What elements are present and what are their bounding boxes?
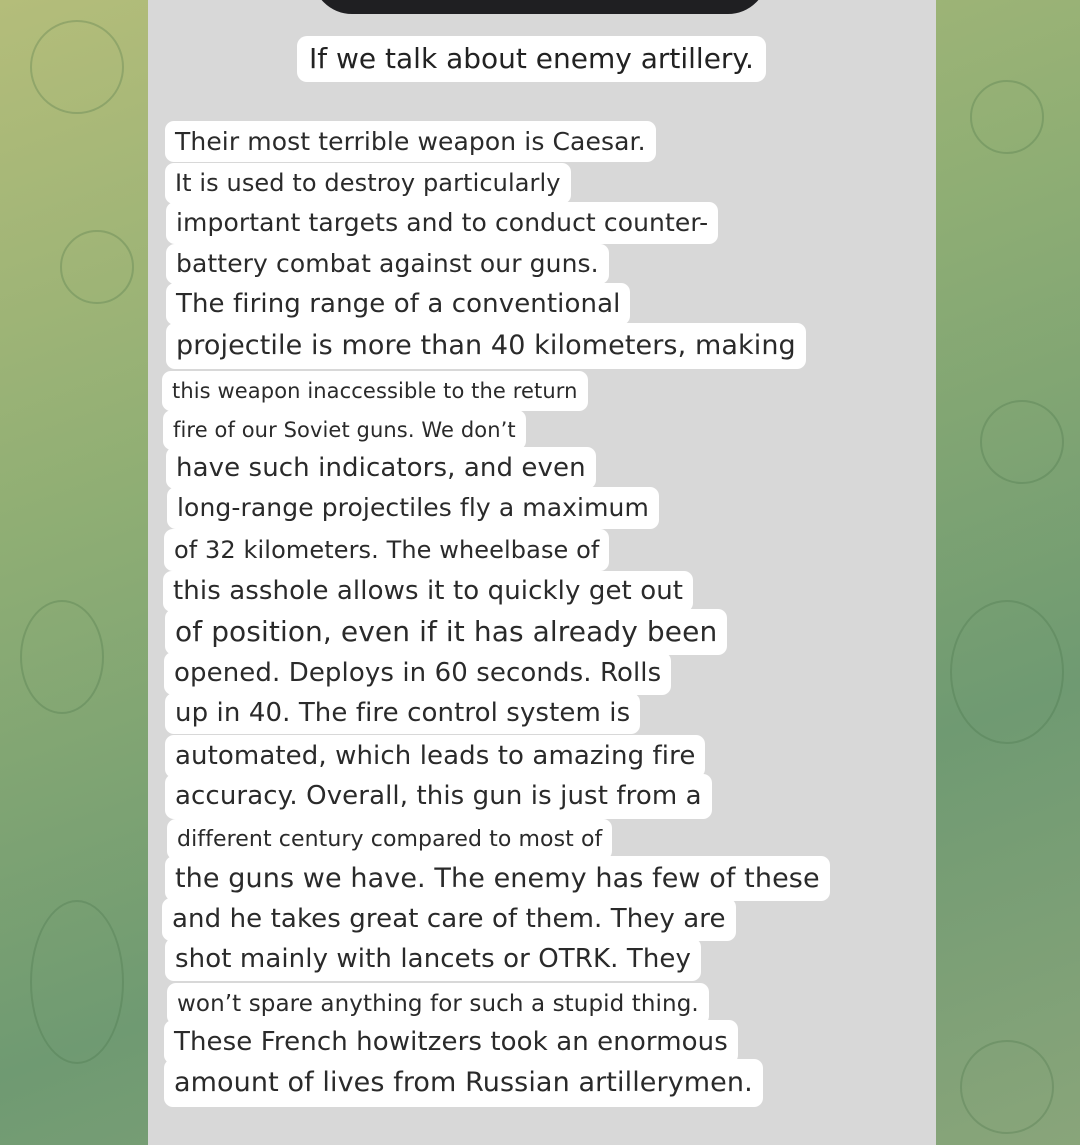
wallpaper-doodle [970,80,1044,154]
text-line: important targets and to conduct counter- [166,202,718,244]
wallpaper-doodle [30,900,124,1064]
text-line: automated, which leads to amazing fire [165,735,705,778]
text-line: won’t spare anything for such a stupid thing. [167,983,709,1025]
text-line: amount of lives from Russian artillerymen. [164,1059,763,1107]
wallpaper-doodle [20,600,104,714]
text-line: and he takes great care of them. They are [162,898,736,941]
text-line: long-range projectiles fly a maximum [167,487,659,529]
text-line: projectile is more than 40 kilometers, making [166,323,806,369]
text-line: These French howitzers took an enormous [164,1020,738,1064]
text-line: accuracy. Overall, this gun is just from a [165,774,712,819]
text-line: shot mainly with lancets or OTRK. They [165,938,701,981]
text-line: of position, even if it has already been [165,609,727,655]
text-line: The firing range of a conventional [166,283,630,325]
text-line: of 32 kilometers. The wheelbase of [164,529,609,571]
text-line: fire of our Soviet guns. We don’t [163,410,526,450]
media-preview-bottom-edge[interactable] [312,0,768,14]
text-line: up in 40. The fire control system is [165,693,640,734]
text-line: the guns we have. The enemy has few of these [165,856,830,901]
message-caption: If we talk about enemy artillery. [297,36,766,82]
wallpaper-doodle [980,400,1064,484]
text-line: opened. Deploys in 60 seconds. Rolls [164,652,671,695]
wallpaper-doodle [960,1040,1054,1134]
text-line: this weapon inaccessible to the return [162,371,588,411]
text-line: have such indicators, and even [166,447,596,489]
wallpaper-doodle [950,600,1064,744]
wallpaper-doodle [30,20,124,114]
text-line: Their most terrible weapon is Caesar. [165,121,656,162]
text-line: this asshole allows it to quickly get out [163,571,693,612]
wallpaper-doodle [60,230,134,304]
text-line: battery combat against our guns. [166,244,609,284]
text-line: It is used to destroy particularly [165,163,571,204]
text-line: different century compared to most of [167,819,612,860]
